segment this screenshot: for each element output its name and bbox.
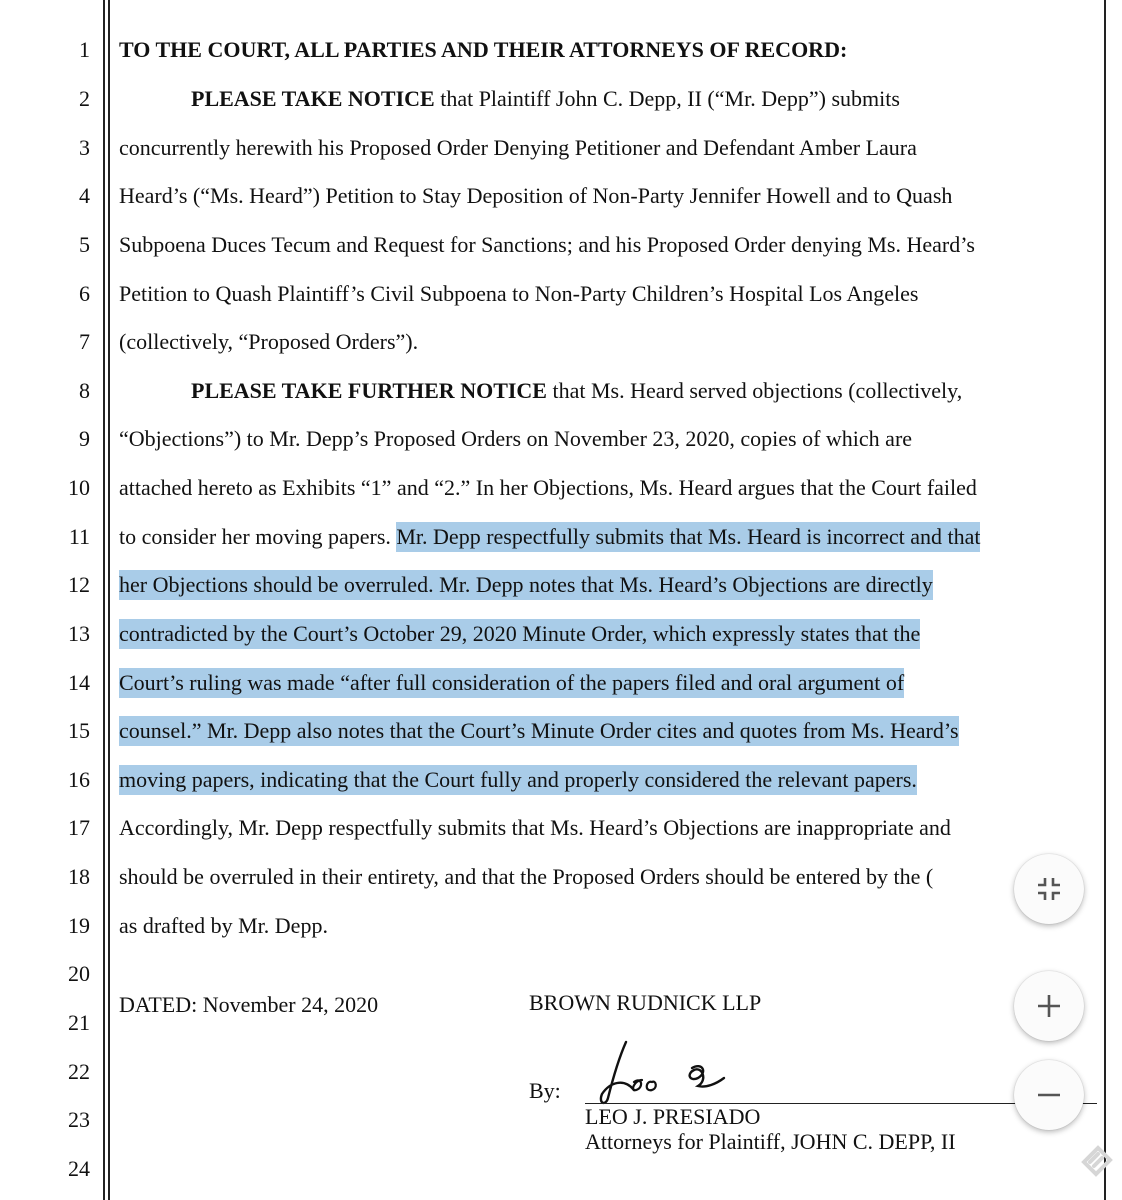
paragraph-line: PLEASE TAKE FURTHER NOTICE that Ms. Heard served objections (collectively,	[191, 378, 963, 403]
line-number: 21	[68, 1010, 90, 1035]
highlighted-selection[interactable]: counsel.” Mr. Depp also notes that the Court’s Minute Order cites and quotes from Ms. Heard’s	[119, 716, 959, 746]
dated-line: DATED: November 24, 2020	[119, 992, 379, 1017]
paragraph-line: PLEASE TAKE NOTICE that Plaintiff John C. Depp, II (“Mr. Depp”) submits	[191, 86, 900, 111]
watermark-icon	[1076, 1140, 1118, 1182]
line-number: 16	[68, 767, 90, 792]
paragraph-line	[119, 718, 959, 744]
line-number: 5	[79, 232, 90, 257]
firm-name: BROWN RUDNICK LLP	[529, 990, 762, 1015]
salutation-heading: TO THE COURT, ALL PARTIES AND THEIR ATTORNEYS OF RECORD:	[119, 37, 848, 62]
collapse-icon	[1035, 875, 1063, 903]
signer-name: LEO J. PRESIADO	[585, 1104, 761, 1129]
handwritten-signature	[590, 1020, 750, 1110]
left-margin-rule-outer	[103, 0, 105, 1200]
paragraph-line: “Objections”) to Mr. Depp’s Proposed Orders on November 23, 2020, copies of which are	[119, 426, 913, 451]
paragraph-line	[119, 621, 920, 647]
line-number: 10	[68, 475, 90, 500]
line-number: 3	[79, 135, 90, 160]
paragraph-line: as drafted by Mr. Depp.	[119, 913, 328, 938]
highlighted-selection[interactable]: moving papers, indicating that the Court fully and properly considered the relevant papers.	[119, 765, 917, 795]
highlighted-selection[interactable]: Mr. Depp respectfully submits that Ms. Heard is incorrect and that	[396, 522, 980, 552]
paragraph-line	[119, 767, 917, 793]
paragraph-line: Subpoena Duces Tecum and Request for Sanctions; and his Proposed Order denying Ms. Heard’s	[119, 232, 975, 257]
line-number: 17	[68, 815, 90, 840]
line-number: 20	[68, 961, 90, 986]
line-number: 11	[68, 524, 90, 549]
zoom-out-button[interactable]	[1014, 1060, 1084, 1130]
right-margin-rule	[1104, 0, 1106, 1200]
paragraph-line: should be overruled in their entirety, and that the Proposed Orders should be entered by the (	[119, 864, 934, 889]
line-number: 23	[68, 1107, 90, 1132]
line-number: 6	[79, 281, 90, 306]
by-label: By:	[529, 1078, 561, 1103]
further-notice-heading: PLEASE TAKE FURTHER NOTICE	[191, 378, 547, 403]
line-number: 22	[68, 1059, 90, 1084]
line-number: 4	[79, 183, 90, 208]
line-number: 1	[79, 37, 90, 62]
left-margin-rule-inner	[108, 0, 110, 1200]
paragraph-line: Accordingly, Mr. Depp respectfully submits that Ms. Heard’s Objections are inappropriate and	[119, 815, 951, 840]
paragraph-line: concurrently herewith his Proposed Order Denying Petitioner and Defendant Amber Laura	[119, 135, 917, 160]
paragraph-line	[119, 670, 904, 696]
paragraph-line	[119, 572, 933, 598]
highlighted-selection[interactable]: her Objections should be overruled. Mr. Depp notes that Ms. Heard’s Objections are directly	[119, 570, 933, 600]
plus-icon	[1036, 993, 1062, 1019]
line-number: 24	[68, 1156, 90, 1181]
line-number: 9	[79, 426, 90, 451]
collapse-button[interactable]	[1014, 854, 1084, 924]
paragraph-line: attached hereto as Exhibits “1” and “2.” In her Objections, Ms. Heard argues that the Court failed	[119, 475, 977, 500]
signer-role: Attorneys for Plaintiff, JOHN C. DEPP, II	[585, 1129, 956, 1154]
notice-heading: PLEASE TAKE NOTICE	[191, 86, 435, 111]
line-number: 18	[68, 864, 90, 889]
paragraph-line: Petition to Quash Plaintiff’s Civil Subpoena to Non-Party Children’s Hospital Los Angeles	[119, 281, 919, 306]
line-number: 13	[68, 621, 90, 646]
line-number: 14	[68, 670, 90, 695]
paragraph-line: Heard’s (“Ms. Heard”) Petition to Stay Deposition of Non-Party Jennifer Howell and to Quash	[119, 183, 953, 208]
paragraph-line: (collectively, “Proposed Orders”).	[119, 329, 419, 354]
line-number: 19	[68, 913, 90, 938]
line-number: 12	[68, 572, 90, 597]
highlighted-selection[interactable]: Court’s ruling was made “after full consideration of the papers filed and oral argument of	[119, 668, 904, 698]
line-number: 8	[79, 378, 90, 403]
paragraph-line: to consider her moving papers. Mr. Depp respectfully submits that Ms. Heard is incorrect and that	[119, 524, 980, 550]
minus-icon	[1036, 1082, 1062, 1108]
line-number: 2	[79, 86, 90, 111]
highlighted-selection[interactable]: contradicted by the Court’s October 29, 2020 Minute Order, which expressly states that the	[119, 619, 920, 649]
line-number: 7	[79, 329, 90, 354]
zoom-in-button[interactable]	[1014, 971, 1084, 1041]
line-number: 15	[68, 718, 90, 743]
